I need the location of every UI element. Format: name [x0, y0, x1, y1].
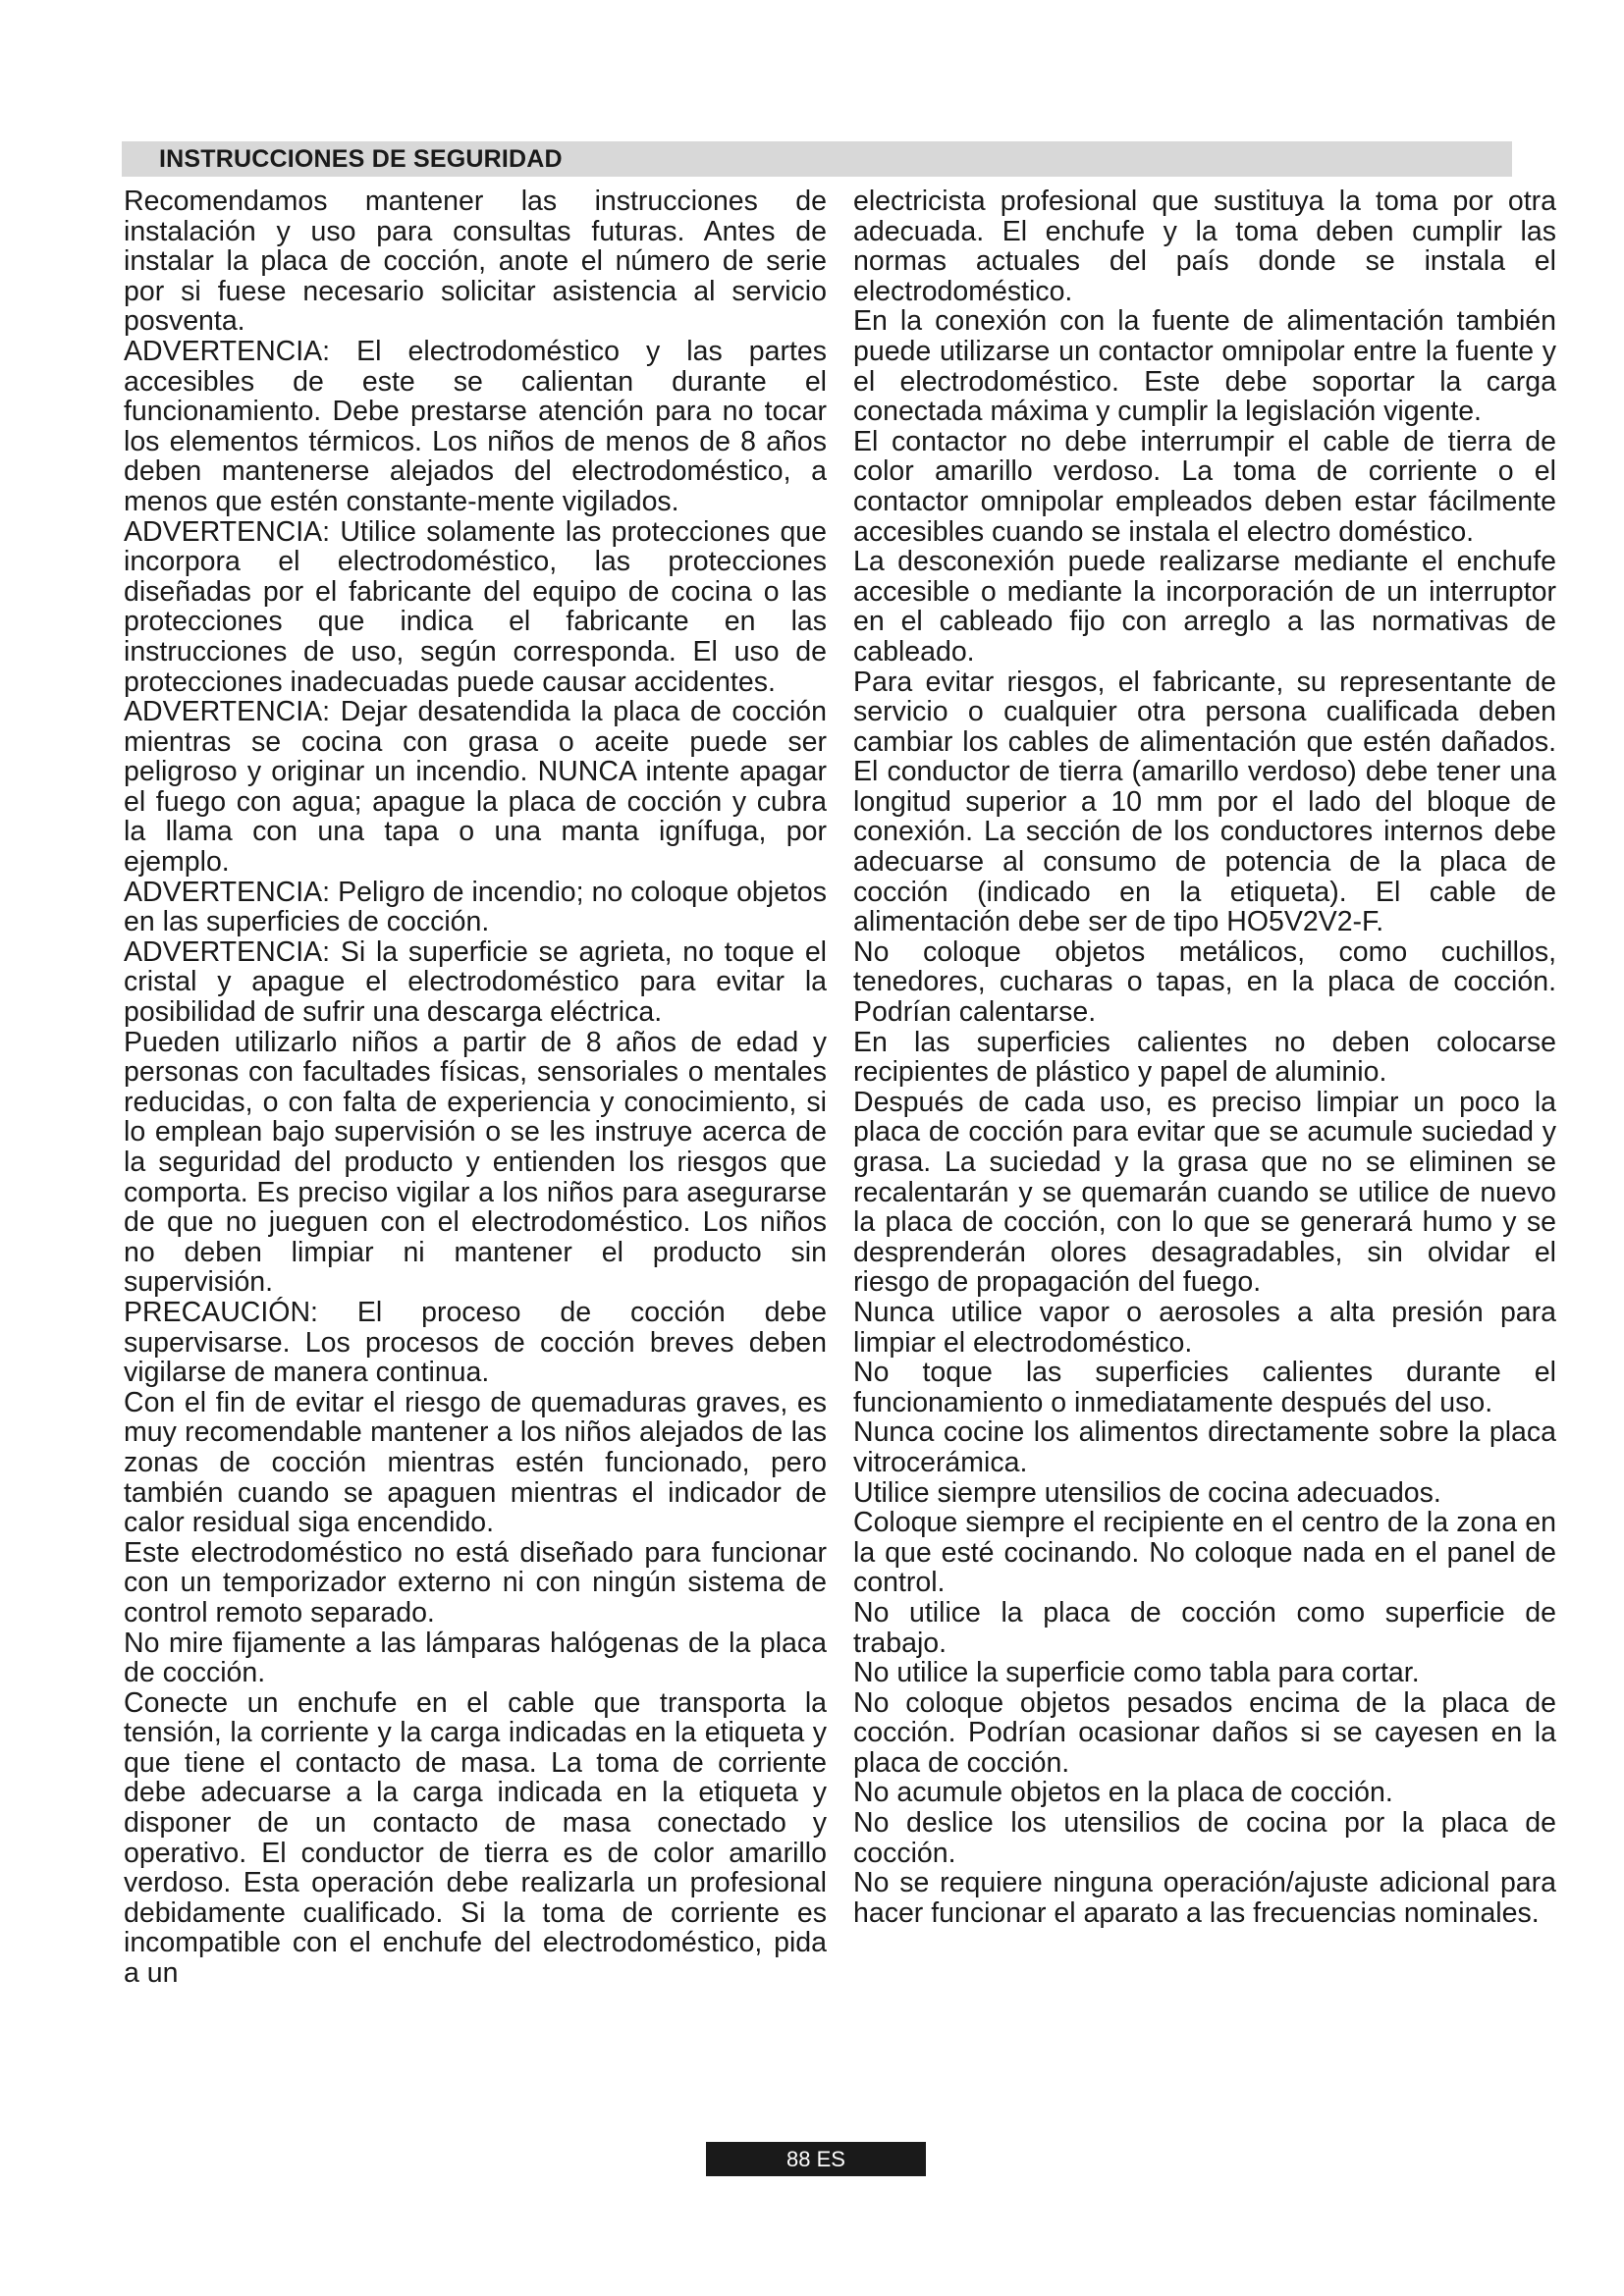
- paragraph: PRECAUCIÓN: El proceso de cocción debe supervisarse. Los procesos de cocción breves deben vigilarse de manera continua.: [124, 1296, 827, 1389]
- paragraph: Coloque siempre el recipiente en el centro de la zona en la que esté cocinando. No coloque nada en el panel de control.: [853, 1507, 1556, 1599]
- paragraph: ADVERTENCIA: El electrodoméstico y las partes accesibles de este se calientan durante el funcionamiento. Debe prestarse atención para no tocar los elementos térmicos. Los niños de menos de 8 años deben mantenerse alejados del electrodoméstico, a menos que estén constante-mente vigilados.: [124, 335, 827, 517]
- paragraph: Con el fin de evitar el riesgo de quemaduras graves, es muy recomendable mantener a los niños alejados de las zonas de cocción mientras estén funcionado, pero también cuando se apaguen mientras el indicador de calor residual siga encendido.: [124, 1386, 827, 1539]
- paragraph: Después de cada uso, es preciso limpiar un poco la placa de cocción para evitar que se acumule suciedad y grasa. La suciedad y la grasa que no se eliminen se recalentarán y se quemarán cuando se utilice de nuevo la placa de cocción, con lo que se generará humo y se desprenderán olores desagradables, sin olvidar el riesgo de propagación del fuego.: [853, 1086, 1556, 1299]
- paragraph: Utilice siempre utensilios de cocina adecuados.: [853, 1476, 1441, 1509]
- left-column: [124, 187, 827, 1989]
- paragraph: No deslice los utensilios de cocina por la placa de cocción.: [853, 1807, 1556, 1869]
- paragraph: ADVERTENCIA: Utilice solamente las protecciones que incorpora el electrodoméstico, las protecciones diseñadas por el fabricante del equipo de cocina o las protecciones que indica el fabricante en las instrucciones de uso, según corresponda. El uso de protecciones inadecuadas puede causar accidentes.: [124, 515, 827, 698]
- paragraph: No coloque objetos metálicos, como cuchillos, tenedores, cucharas o tapas, en la placa de cocción. Podrían calentarse.: [853, 935, 1556, 1029]
- paragraph: En la conexión con la fuente de alimentación también puede utilizarse un contactor omnipolar entre la fuente y el electrodoméstico. Este debe soportar la carga conectada máxima y cumplir la legislación vigente.: [853, 305, 1556, 428]
- right-column: [853, 187, 1556, 1928]
- paragraph: Recomendamos mantener las instrucciones de instalación y uso para consultas futuras. Antes de instalar la placa de cocción, anote el número de serie por si fuese necesario solicitar asistencia al servicio posventa.: [124, 186, 827, 338]
- paragraph: No mire fijamente a las lámparas halógenas de la placa de cocción.: [124, 1627, 827, 1689]
- paragraph: electricista profesional que sustituya la toma por otra adecuada. El enchufe y la toma deben cumplir las normas actuales del país donde se instala el electrodoméstico.: [853, 186, 1556, 307]
- paragraph: Nunca cocine los alimentos directamente sobre la placa vitrocerámica.: [853, 1416, 1556, 1478]
- paragraph: Para evitar riesgos, el fabricante, su representante de servicio o cualquier otra persona cualificada deben cambiar los cables de alimentación que estén dañados. El conductor de tierra (amarillo verdoso) debe tener una longitud superior a 10 mm por el lado del bloque de conexión. La sección de los conductores internos debe adecuarse al consumo de potencia de la placa de cocción (indicado en la etiqueta). El cable de alimentación debe ser de tipo HO5V2V2-F.: [853, 666, 1556, 938]
- paragraph: No acumule objetos en la placa de cocción.: [853, 1777, 1393, 1809]
- paragraph: No toque las superficies calientes durante el funcionamiento o inmediatamente después del uso.: [853, 1357, 1556, 1418]
- paragraph: En las superficies calientes no deben colocarse recipientes de plástico y papel de aluminio.: [853, 1026, 1556, 1089]
- paragraph: No se requiere ninguna operación/ajuste adicional para hacer funcionar el aparato a las frecuencias nominales.: [853, 1867, 1556, 1929]
- paragraph: El contactor no debe interrumpir el cable de tierra de color amarillo verdoso. La toma de corriente o el contactor omnipolar empleados deben estar fácilmente accesibles cuando se instala el electro doméstico.: [853, 425, 1556, 548]
- paragraph: Este electrodoméstico no está diseñado para funcionar con un temporizador externo ni con ningún sistema de control remoto separado.: [124, 1536, 827, 1629]
- paragraph: Nunca utilice vapor o aerosoles a alta presión para limpiar el electrodoméstico.: [853, 1296, 1556, 1359]
- paragraph: La desconexión puede realizarse mediante el enchufe accesible o mediante la incorporación de un interruptor en el cableado fijo con arreglo a las normativas de cableado.: [853, 546, 1556, 667]
- paragraph: ADVERTENCIA: Dejar desatendida la placa de cocción mientras se cocina con grasa o aceite puede ser peligroso y originar un incendio. NUNCA intente apagar el fuego con agua; apague la placa de cocción y cubra la llama con una tapa o una manta ignífuga, por ejemplo.: [124, 696, 827, 879]
- paragraph: Pueden utilizarlo niños a partir de 8 años de edad y personas con facultades físicas, sensoriales o mentales reducidas, o con falta de experiencia y conocimiento, si lo emplean bajo supervisión o se les instruye acerca de la seguridad del producto y entienden los riesgos que comporta. Es preciso vigilar a los niños para asegurarse de que no jueguen con el electrodoméstico. Los niños no deben limpiar ni mantener el producto sin supervisión.: [124, 1026, 827, 1299]
- section-header: INSTRUCCIONES DE SEGURIDAD: [122, 141, 1512, 177]
- paragraph: ADVERTENCIA: Peligro de incendio; no coloque objetos en las superficies de cocción.: [124, 876, 827, 938]
- paragraph: No utilice la placa de cocción como superficie de trabajo.: [853, 1596, 1556, 1659]
- paragraph: ADVERTENCIA: Si la superficie se agrieta, no toque el cristal y apague el electrodoméstico para evitar la posibilidad de sufrir una descarga eléctrica.: [124, 935, 827, 1029]
- page-number: 88 ES: [706, 2142, 926, 2176]
- paragraph: No utilice la superficie como tabla para cortar.: [853, 1657, 1420, 1689]
- paragraph: Conecte un enchufe en el cable que transporta la tensión, la corriente y la carga indicadas en la etiqueta y que tiene el contacto de masa. La toma de corriente debe adecuarse a la carga indicada en la etiqueta y disponer de un contacto de masa conectado y operativo. El conductor de tierra es de color amarillo verdoso. Esta operación debe realizarla un profesional debidamente cualificado. Si la toma de corriente es incompatible con el enchufe del electrodoméstico, pida a un: [124, 1686, 827, 1990]
- paragraph: No coloque objetos pesados encima de la placa de cocción. Podrían ocasionar daños si se cayesen en la placa de cocción.: [853, 1686, 1556, 1779]
